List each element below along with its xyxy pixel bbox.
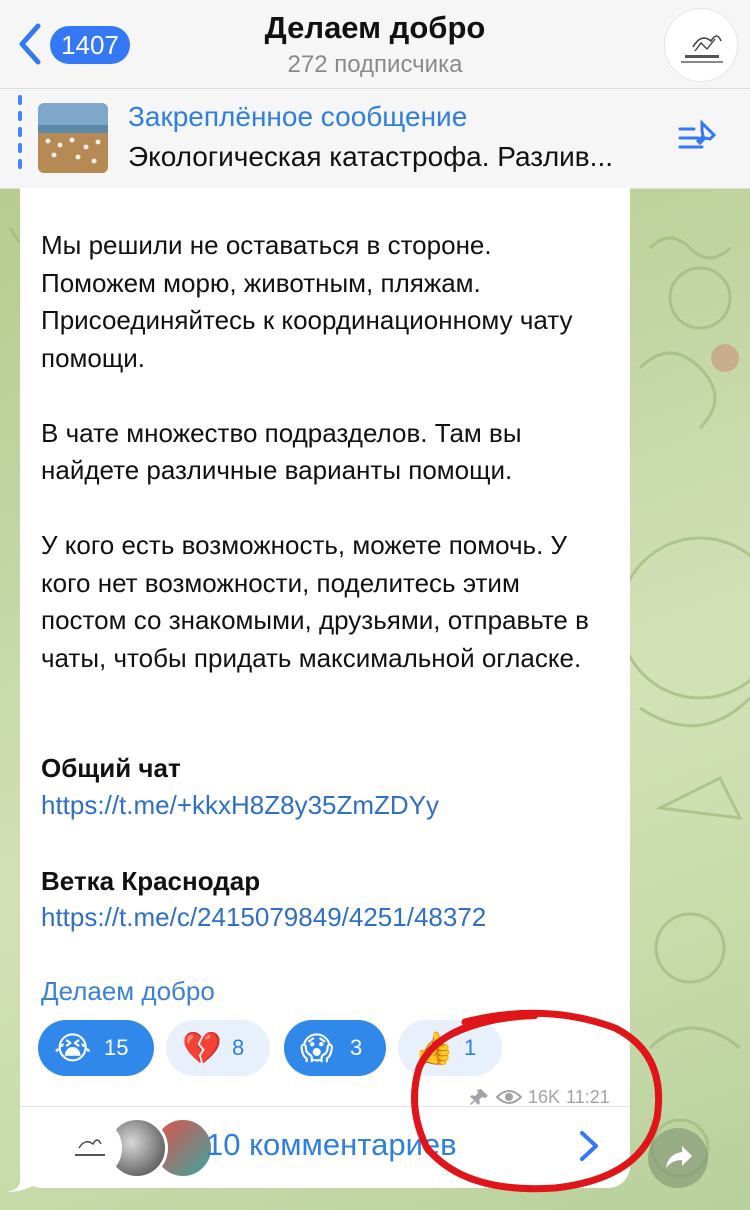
chevron-right-icon xyxy=(576,1129,602,1163)
reaction-thumbs-up[interactable] xyxy=(398,1020,502,1076)
channel-avatar[interactable] xyxy=(664,8,738,82)
comments-button[interactable] xyxy=(20,1107,630,1187)
section-heading-general-chat: Общий чат xyxy=(41,753,181,783)
pin-icon xyxy=(470,1087,490,1107)
link-general-chat[interactable]: https://t.me/+kkxH8Z8y35ZmZDYy xyxy=(41,790,440,820)
reaction-count: 1 xyxy=(464,1035,477,1060)
message-time: 11:21 xyxy=(566,1086,610,1107)
comments-count-label: 10 комментариев xyxy=(206,1127,457,1162)
link-krasnodar-branch[interactable]: https://t.me/c/2415079849/4251/48372 xyxy=(41,902,487,932)
channel-title[interactable]: Делаем добро xyxy=(264,10,486,45)
crying-face-icon: 😭 xyxy=(54,1030,92,1066)
message-text: Мы решили не оставаться в стороне. Поможем морю, животным, пляжам. Присоединяйтесь к координационному чату помощи. В чате множество подразделов. Там вы найдете различные варианты помощи. У кого есть возможность, можете помочь. У кого нет возможности, поделитесь этим постом со знакомыми, друзьями, отправьте в чаты, чтобы придать максимальной огласке. xyxy=(41,230,589,673)
channel-signature: Делаем добро xyxy=(41,976,215,1006)
unread-count-badge[interactable]: 1407 xyxy=(50,26,130,64)
pinned-preview-text: Экологическая катастрофа. Разлив... xyxy=(128,141,614,172)
commenter-avatar xyxy=(60,1117,122,1179)
thumbs-up-icon: 👍 xyxy=(414,1030,454,1066)
reaction-count: 3 xyxy=(350,1035,363,1060)
views-eye-icon xyxy=(496,1087,522,1107)
reaction-broken-heart[interactable] xyxy=(166,1020,270,1076)
share-button[interactable] xyxy=(648,1128,708,1188)
reaction-count: 8 xyxy=(232,1035,245,1060)
channel-logo-icon xyxy=(63,1120,119,1176)
reaction-count: 15 xyxy=(104,1035,129,1060)
pinned-thumbnail xyxy=(38,103,108,173)
views-count: 16K xyxy=(528,1086,561,1107)
pinned-list-icon[interactable] xyxy=(676,115,722,161)
share-arrow-icon xyxy=(648,1128,708,1188)
pinned-message-bar[interactable] xyxy=(0,89,750,189)
reaction-crying[interactable] xyxy=(38,1020,154,1076)
pinned-position-indicator xyxy=(18,95,22,179)
broken-heart-icon: 💔 xyxy=(182,1030,222,1066)
message-meta xyxy=(470,1086,610,1108)
beach-photo-thumbnail xyxy=(38,103,108,173)
pinned-label: Закреплённое сообщение xyxy=(128,101,468,132)
chat-header xyxy=(0,0,750,89)
reaction-scream[interactable] xyxy=(284,1020,386,1076)
subscriber-count: 272 подписчика xyxy=(287,51,463,78)
section-heading-krasnodar: Ветка Краснодар xyxy=(41,866,261,896)
channel-logo-icon xyxy=(665,9,738,82)
screaming-face-icon: 😱 xyxy=(300,1030,334,1066)
